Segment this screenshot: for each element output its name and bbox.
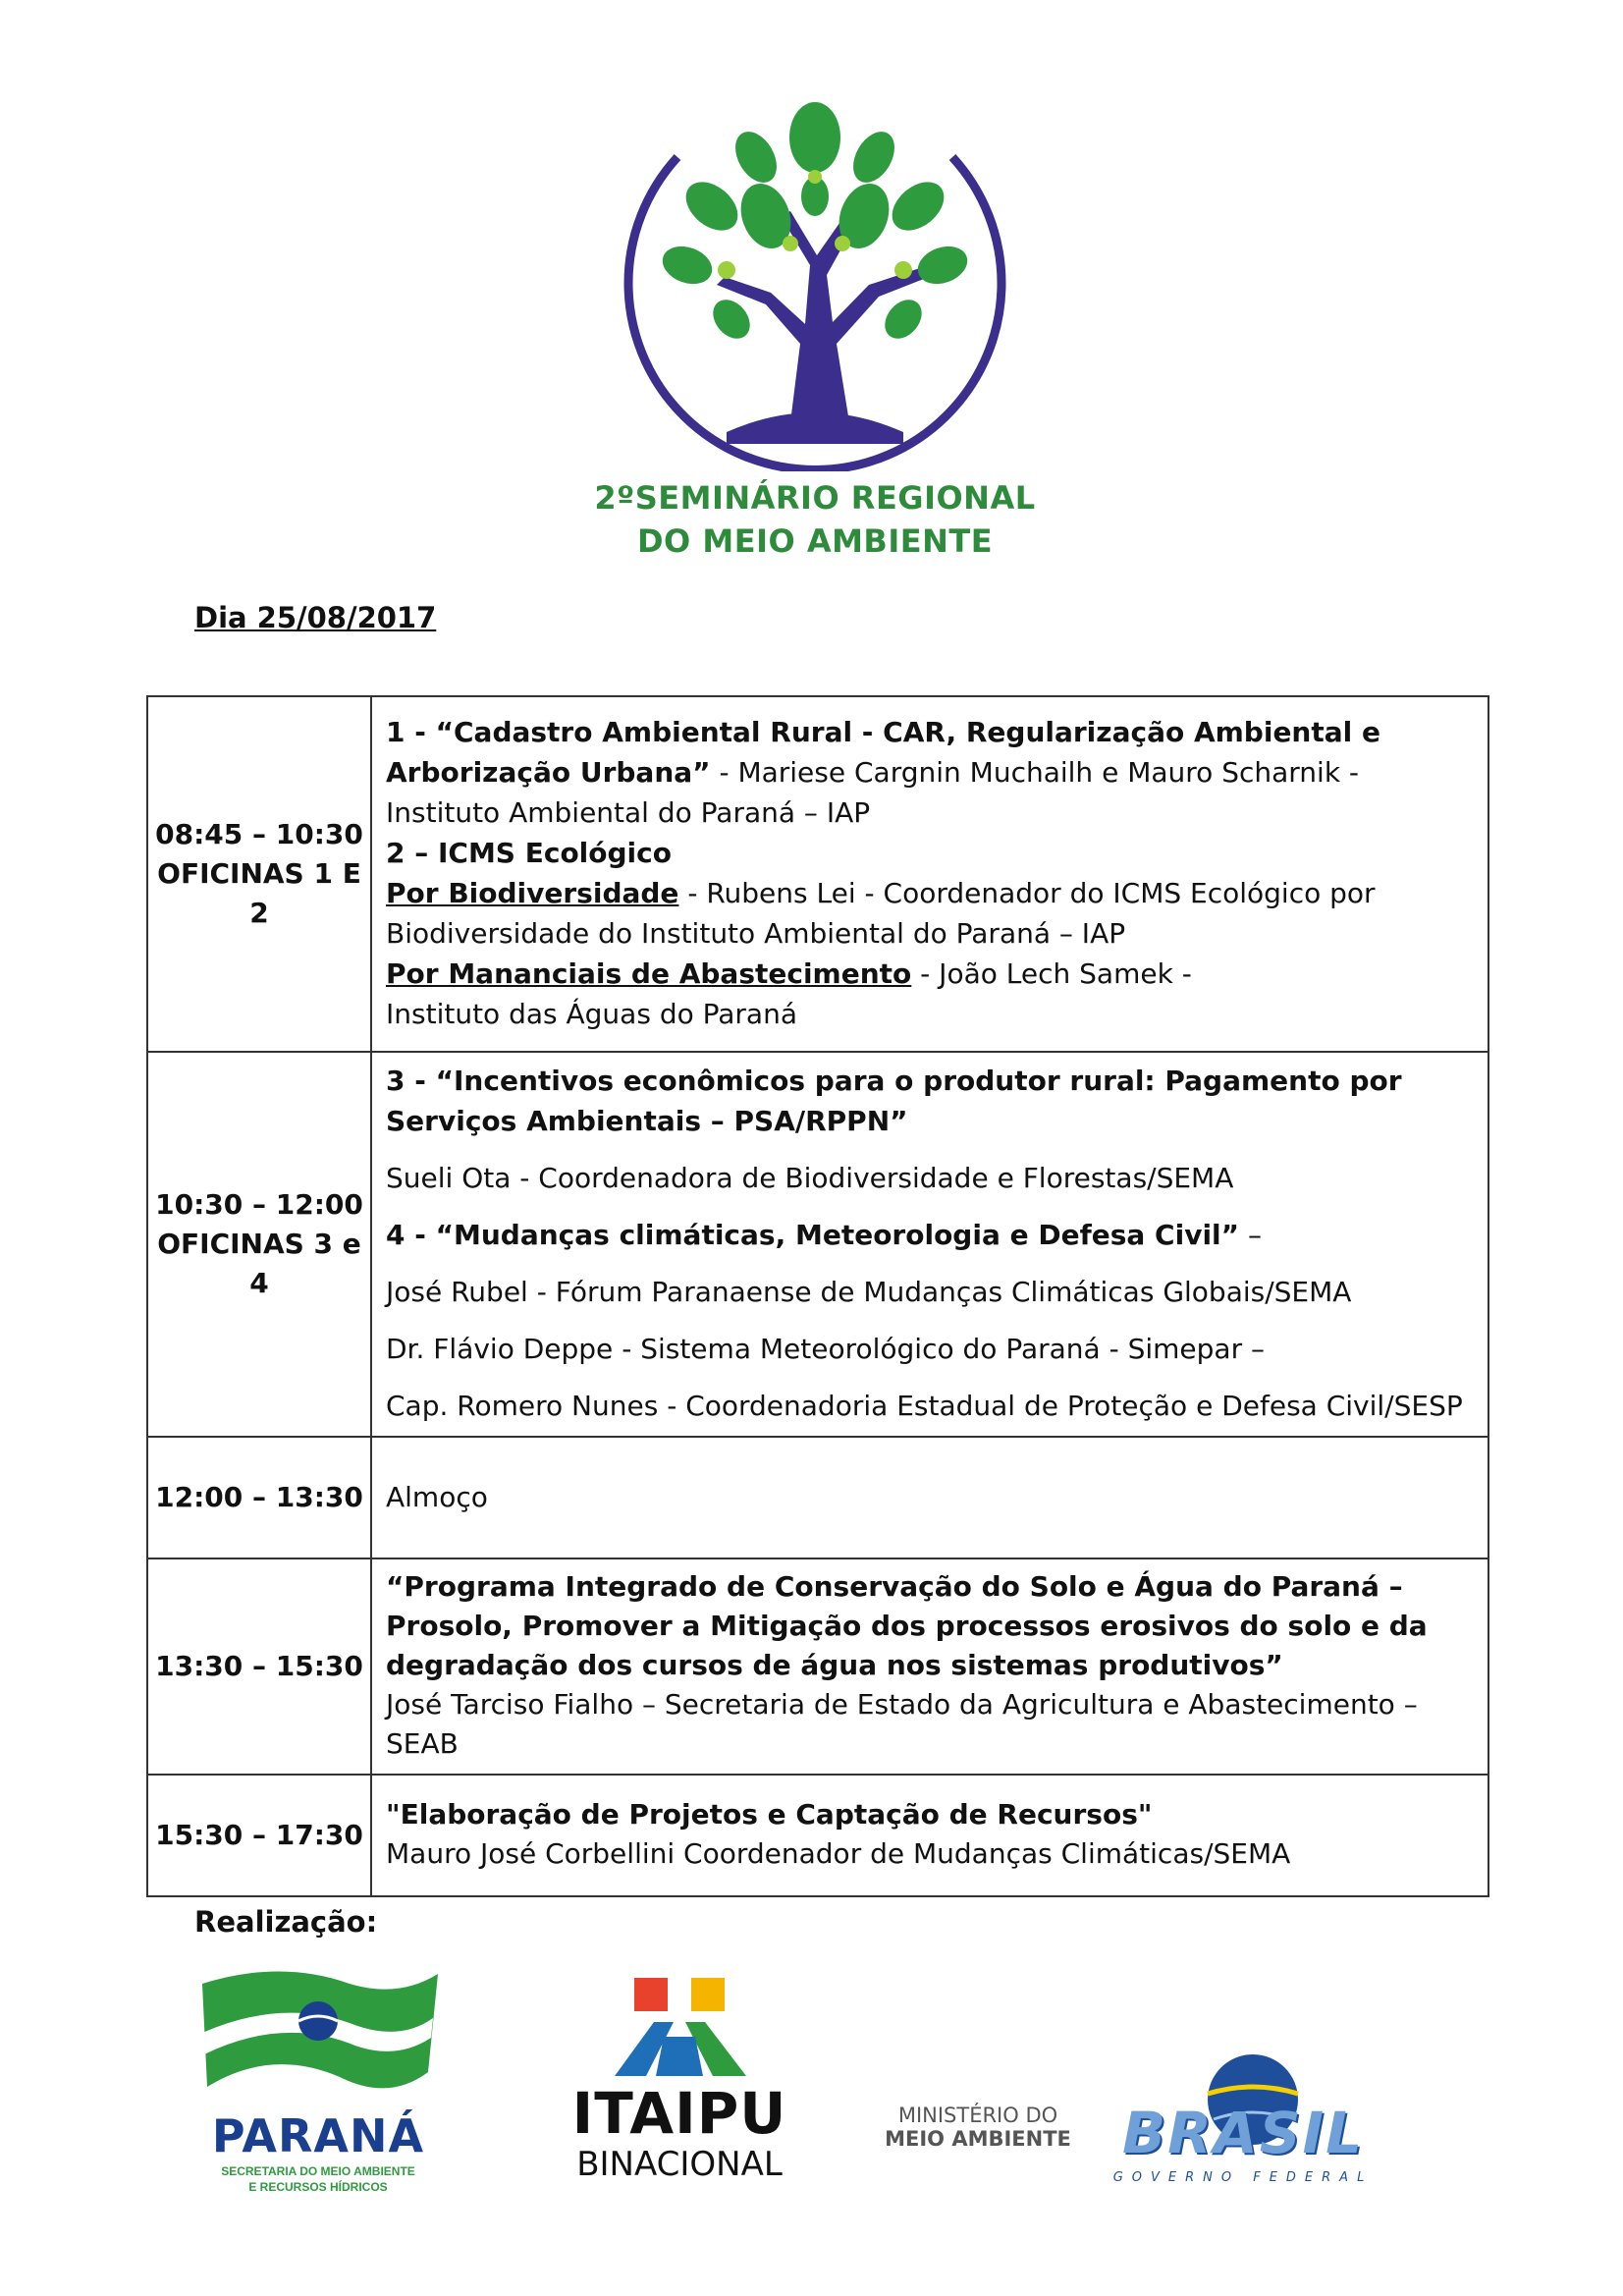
time-cell xyxy=(147,1558,371,1775)
subtopic-speaker-org: Instituto das Águas do Paraná xyxy=(386,998,797,1030)
mma-logo xyxy=(882,2104,1074,2162)
logo-title-line1: 2ºSEMINÁRIO REGIONAL xyxy=(594,479,1036,517)
table-row xyxy=(147,1558,1488,1775)
time-cell xyxy=(147,1437,371,1558)
subtopic-title: Por Mananciais de Abastecimento xyxy=(386,957,912,990)
time-range: 12:00 – 13:30 xyxy=(155,1481,363,1513)
realizacao-label: Realização: xyxy=(194,1905,378,1939)
time-cell xyxy=(147,1052,371,1437)
lunch-label: Almoço xyxy=(386,1480,488,1513)
topic-speaker: Mauro José Corbellini Coordenador de Mudanças Climáticas/SEMA xyxy=(386,1837,1291,1870)
topic-title: "Elaboração de Projetos e Captação de Recursos" xyxy=(386,1798,1153,1831)
schedule-table xyxy=(146,695,1489,1897)
desc-cell xyxy=(371,1052,1488,1437)
subtopic-speaker: - João Lech Samek - xyxy=(911,957,1192,990)
topic-title: 2 – ICMS Ecológico xyxy=(386,837,672,869)
parana-subtitle-1: SECRETARIA DO MEIO AMBIENTE xyxy=(221,2164,415,2178)
topic-title: 3 - “Incentivos econômicos para o produtor rural: Pagamento por Serviços Ambientais – PSA/RPPN” xyxy=(386,1065,1402,1137)
session-label: OFICINAS 3 e 4 xyxy=(157,1228,361,1299)
mma-line2: MEIO AMBIENTE xyxy=(885,2127,1071,2151)
itaipu-name: ITAIPU xyxy=(571,2080,787,2147)
itaipu-emblem-icon xyxy=(556,1978,803,2086)
time-cell xyxy=(147,1775,371,1896)
topic-speakers: - Mariese Cargnin Muchailh e Mauro Scharnik - Instituto Ambiental do Paraná – IAP xyxy=(386,756,1360,829)
topic-dash: – xyxy=(1239,1219,1262,1251)
brasil-subtitle: GOVERNO FEDERAL xyxy=(1112,2170,1374,2185)
itaipu-logo xyxy=(556,1978,803,2188)
parana-name: PARANÁ xyxy=(211,2109,425,2162)
topic-title: 4 - “Mudanças climáticas, Meteorologia e Defesa Civil” xyxy=(386,1219,1240,1251)
topic-speaker: Sueli Ota - Coordenadora de Biodiversidade e Florestas/SEMA xyxy=(386,1162,1234,1194)
tree-icon xyxy=(609,98,1021,471)
table-row xyxy=(147,696,1488,1052)
mma-line1: MINISTÉRIO DO xyxy=(897,2104,1058,2127)
desc-cell xyxy=(371,1437,1488,1558)
subtopic-title: Por Biodiversidade xyxy=(386,877,679,909)
time-range: 15:30 – 17:30 xyxy=(155,1819,363,1851)
parana-flag-icon xyxy=(192,1964,444,2111)
brasil-name: BRASIL xyxy=(1121,2100,1365,2166)
table-row xyxy=(147,1437,1488,1558)
topic-title: 1 - “Cadastro Ambiental Rural - CAR, Regularização Ambiental e Arborização Urbana” xyxy=(386,716,1380,789)
desc-cell xyxy=(371,1775,1488,1896)
brasil-logo xyxy=(1106,2050,1380,2194)
event-date: Dia 25/08/2017 xyxy=(194,601,437,634)
itaipu-subtitle: BINACIONAL xyxy=(576,2145,783,2184)
parana-subtitle-2: E RECURSOS HÍDRICOS xyxy=(248,2180,388,2194)
time-cell xyxy=(147,696,371,1052)
subtopic-speaker: - Rubens Lei - Coordenador do ICMS Ecológico por Biodiversidade do Instituto Ambiental do Paraná – IAP xyxy=(386,877,1376,950)
table-row xyxy=(147,1775,1488,1896)
table-row xyxy=(147,1052,1488,1437)
topic-speaker: José Tarciso Fialho – Secretaria de Estado da Agricultura e Abastecimento – SEAB xyxy=(386,1688,1418,1760)
session-label: OFICINAS 1 E 2 xyxy=(157,857,361,929)
topic-speaker: Cap. Romero Nunes - Coordenadoria Estadual de Proteção e Defesa Civil/SESP xyxy=(386,1390,1463,1422)
seminar-logo xyxy=(594,98,1036,570)
time-range: 10:30 – 12:00 xyxy=(155,1188,363,1221)
logo-title-line2: DO MEIO AMBIENTE xyxy=(636,522,994,560)
parana-logo xyxy=(192,1964,444,2200)
topic-title: “Programa Integrado de Conservação do Solo e Água do Paraná – Prosolo, Promover a Mitigação dos processos erosivos do solo e da degradação dos cursos de água nos sistemas produtivos” xyxy=(386,1570,1428,1681)
topic-speaker: Dr. Flávio Deppe - Sistema Meteorológico do Paraná - Simepar – xyxy=(386,1333,1265,1365)
desc-cell xyxy=(371,1558,1488,1775)
topic-speaker: José Rubel - Fórum Paranaense de Mudanças Climáticas Globais/SEMA xyxy=(386,1276,1352,1308)
desc-cell xyxy=(371,696,1488,1052)
time-range: 13:30 – 15:30 xyxy=(155,1650,363,1682)
time-range: 08:45 – 10:30 xyxy=(155,818,363,850)
